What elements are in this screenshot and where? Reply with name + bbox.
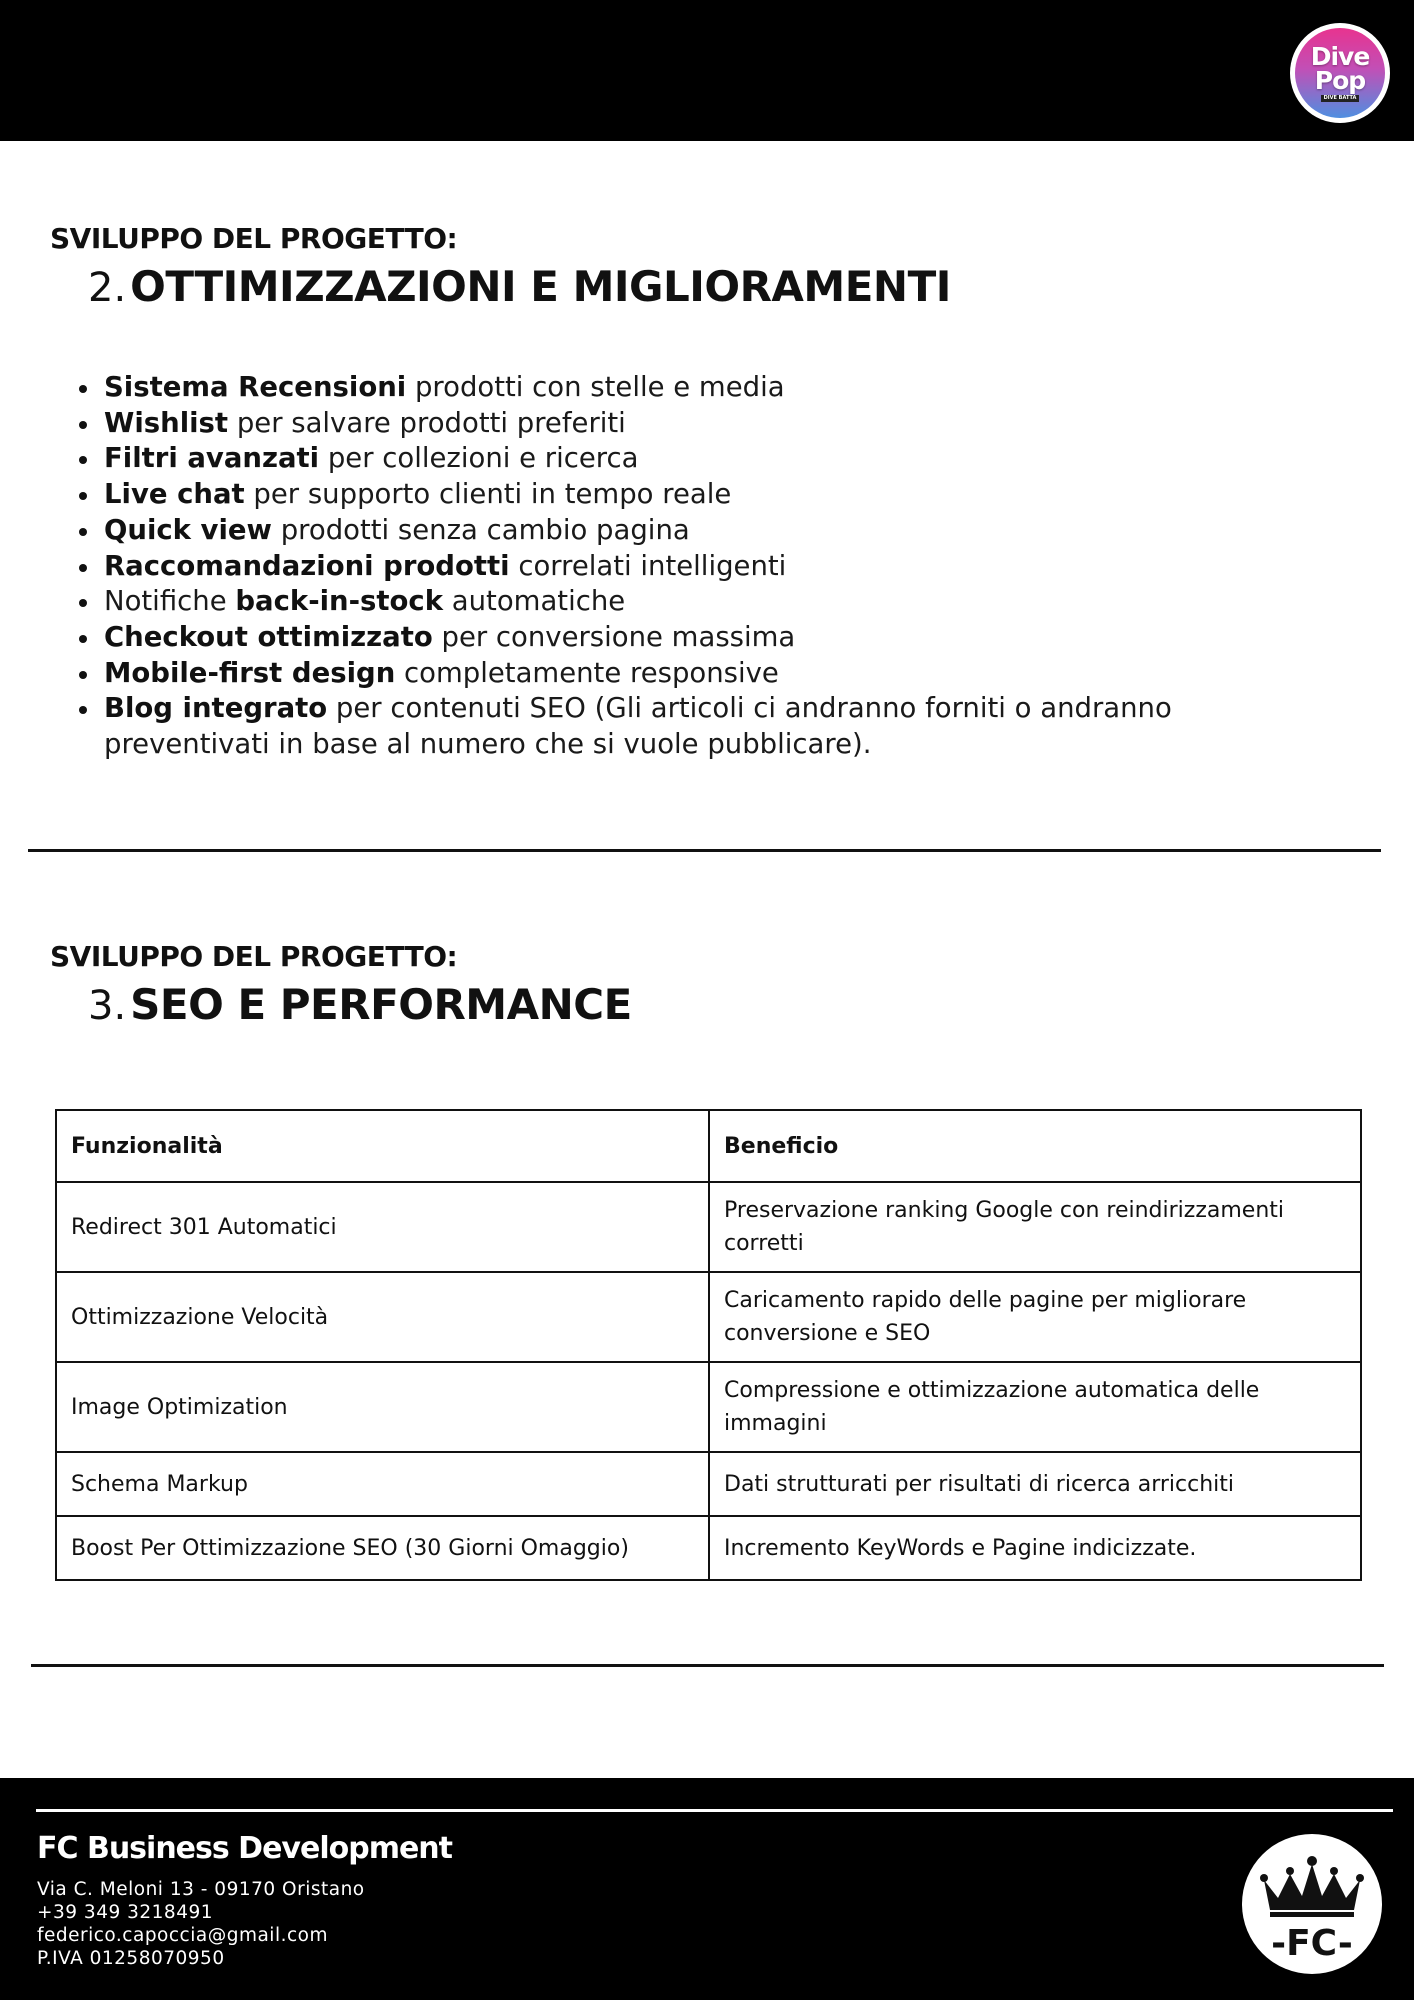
feature-highlight: Checkout ottimizzato xyxy=(104,620,433,653)
feature-highlight: back-in-stock xyxy=(235,585,444,618)
crown-icon xyxy=(1242,1834,1382,1974)
top-bar xyxy=(0,0,1414,141)
section2-title xyxy=(88,262,951,311)
section-divider xyxy=(28,849,1381,852)
feature-highlight: Quick view xyxy=(104,513,272,546)
feature-item xyxy=(104,549,1344,585)
table-cell-feature: Ottimizzazione Velocità xyxy=(56,1272,709,1362)
feature-item xyxy=(104,513,1344,549)
table-cell-feature: Boost Per Ottimizzazione SEO (30 Giorni Omaggio) xyxy=(56,1516,709,1580)
section3-heading: SEO E PERFORMANCE xyxy=(130,980,632,1029)
contact-info xyxy=(37,1878,365,1970)
feature-highlight: Live chat xyxy=(104,478,245,511)
table-cell-feature: Image Optimization xyxy=(56,1362,709,1452)
feature-item xyxy=(104,370,1344,406)
logo-word-1: Dive xyxy=(1310,41,1370,71)
table-header-feature: Funzionalità xyxy=(56,1110,709,1182)
feature-list xyxy=(104,370,1344,763)
divepop-logo xyxy=(1290,23,1390,123)
feature-description: per contenuti SEO (Gli articoli ci andranno forniti o andranno preventivati in base al numero che si vuole pubblicare). xyxy=(104,692,1172,761)
feature-highlight: Filtri avanzati xyxy=(104,442,320,475)
table-row xyxy=(56,1272,1361,1362)
feature-item xyxy=(104,656,1344,692)
feature-description: automatiche xyxy=(443,585,626,618)
table-row xyxy=(56,1452,1361,1516)
feature-highlight: Mobile-first design xyxy=(104,656,396,689)
feature-item xyxy=(104,441,1344,477)
table-header-row xyxy=(56,1110,1361,1182)
table-row xyxy=(56,1516,1361,1580)
feature-description: correlati intelligenti xyxy=(509,549,787,582)
section-divider xyxy=(31,1664,1384,1667)
fc-logo-text: -FC- xyxy=(1271,1923,1353,1964)
table-row xyxy=(56,1182,1361,1272)
table-cell-benefit: Dati strutturati per risultati di ricerca arricchiti xyxy=(709,1452,1361,1516)
feature-highlight: Blog integrato xyxy=(104,692,328,725)
footer xyxy=(0,1778,1414,2000)
feature-highlight: Raccomandazioni prodotti xyxy=(104,549,510,582)
divepop-logo-mark xyxy=(1295,28,1385,118)
logo-word-2: Pop xyxy=(1314,65,1366,95)
table-header-benefit: Beneficio xyxy=(709,1110,1361,1182)
company-name: FC Business Development xyxy=(37,1831,453,1866)
feature-item xyxy=(104,691,1344,762)
phone: +39 349 3218491 xyxy=(37,1902,214,1923)
section3-number: 3. xyxy=(88,983,127,1029)
fc-crown-logo xyxy=(1242,1834,1382,1974)
logo-tagline: DIVE BATTA xyxy=(1321,95,1360,102)
section2-heading: OTTIMIZZAZIONI E MIGLIORAMENTI xyxy=(130,262,951,311)
table-cell-feature: Schema Markup xyxy=(56,1452,709,1516)
feature-prefix: Notifiche xyxy=(104,585,236,618)
table-cell-benefit: Compressione e ottimizzazione automatica delle immagini xyxy=(709,1362,1361,1452)
feature-description: prodotti con stelle e media xyxy=(406,371,785,403)
feature-description: completamente responsive xyxy=(395,656,779,689)
feature-description: prodotti senza cambio pagina xyxy=(271,513,690,546)
table-cell-benefit: Caricamento rapido delle pagine per migliorare conversione e SEO xyxy=(709,1272,1361,1362)
table-cell-benefit: Incremento KeyWords e Pagine indicizzate. xyxy=(709,1516,1361,1580)
feature-description: per conversione massima xyxy=(432,620,796,653)
feature-description: per supporto clienti in tempo reale xyxy=(244,478,732,511)
section3-kicker: SVILUPPO DEL PROGETTO: xyxy=(50,940,458,973)
seo-table xyxy=(55,1109,1362,1581)
feature-description: per salvare prodotti preferiti xyxy=(228,406,626,439)
address: Via C. Meloni 13 - 09170 Oristano xyxy=(37,1879,365,1900)
vat-number: P.IVA 01258070950 xyxy=(37,1948,225,1969)
feature-highlight: Sistema Recensioni xyxy=(104,371,407,403)
feature-description: per collezioni e ricerca xyxy=(319,442,639,475)
email: federico.capoccia@gmail.com xyxy=(37,1925,328,1946)
table-row xyxy=(56,1362,1361,1452)
section2-kicker: SVILUPPO DEL PROGETTO: xyxy=(50,222,458,255)
section3-title xyxy=(88,980,632,1029)
table-cell-feature: Redirect 301 Automatici xyxy=(56,1182,709,1272)
feature-item xyxy=(104,406,1344,442)
section2-number: 2. xyxy=(88,265,127,311)
feature-item xyxy=(104,477,1344,513)
table-cell-benefit: Preservazione ranking Google con reindirizzamenti corretti xyxy=(709,1182,1361,1272)
feature-item xyxy=(104,584,1344,620)
footer-divider xyxy=(36,1809,1393,1812)
feature-highlight: Wishlist xyxy=(104,406,229,439)
feature-item xyxy=(104,620,1344,656)
